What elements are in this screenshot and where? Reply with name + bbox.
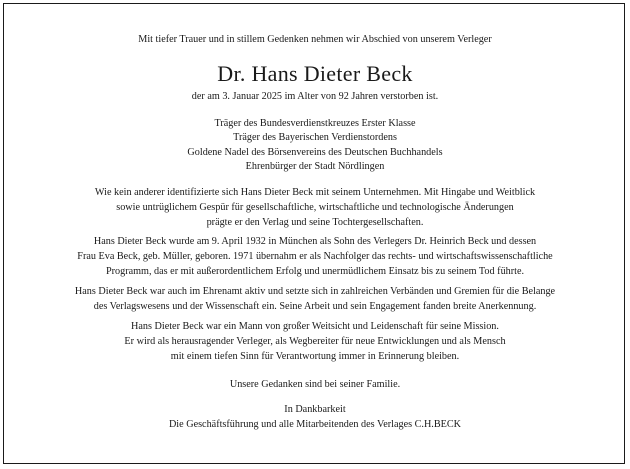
- paragraph-line: Hans Dieter Beck war auch im Ehrenamt aktiv und setzte sich in zahlreichen Verbänden und Gremien für die Belange: [74, 286, 556, 297]
- paragraph-line: prägte er den Verlag und seine Tochtergesellschaften.: [206, 217, 424, 228]
- paragraph-line: Wie kein anderer identifizierte sich Hans Dieter Beck mit seinem Unternehmen. Mit Hingabe und Weitblick: [94, 187, 536, 198]
- paragraph-line: Er wird als herausragender Verleger, als Wegbereiter für neue Entwicklungen und als Mensch: [124, 336, 506, 347]
- signature-line: Die Geschäftsführung und alle Mitarbeitenden des Verlages C.H.BECK: [168, 419, 462, 430]
- paragraph-line: mit einem tiefen Sinn für Verantwortung immer in Erinnerung bleiben.: [170, 351, 460, 362]
- paragraph-line: Hans Dieter Beck war ein Mann von großer Weitsicht und Leidenschaft für seine Mission.: [131, 321, 499, 332]
- paragraph-line: sowie untrüglichem Gespür für gesellschaftliche, wirtschaftliche und technologische Änderungen: [116, 202, 514, 213]
- paragraph-line: Frau Eva Beck, geb. Müller, geboren. 1971 übernahm er als Nachfolger das rechts- und wirtschaftswissenschaftliche: [77, 251, 553, 262]
- family-line: Unsere Gedanken sind bei seiner Familie.: [229, 379, 401, 390]
- honor-line: Ehrenbürger der Stadt Nördlingen: [245, 161, 385, 172]
- honor-line: Träger des Bundesverdienstkreuzes Erster Klasse: [214, 118, 416, 129]
- gratitude-line: In Dankbarkeit: [284, 404, 346, 415]
- intro-text: Mit tiefer Trauer und in stillem Gedenken nehmen wir Abschied von unserem Verleger: [138, 34, 492, 45]
- paragraph-line: Programm, das er mit außerordentlichem Erfolg und unermüdlichem Einsatz bis zu seinem Tod führte.: [105, 266, 525, 277]
- death-note: der am 3. Januar 2025 im Alter von 92 Jahren verstorben ist.: [191, 91, 439, 102]
- honor-line: Goldene Nadel des Börsenvereins des Deutschen Buchhandels: [187, 147, 443, 158]
- honor-line: Träger des Bayerischen Verdienstordens: [233, 132, 397, 143]
- paragraph-line: des Verlagswesens und der Wissenschaft ein. Seine Arbeit und sein Engagement fanden breite Anerkennung.: [93, 301, 537, 312]
- paragraph-line: Hans Dieter Beck wurde am 9. April 1932 in München als Sohn des Verlegers Dr. Heinrich Beck und dessen: [93, 236, 537, 247]
- deceased-name: Dr. Hans Dieter Beck: [217, 61, 413, 86]
